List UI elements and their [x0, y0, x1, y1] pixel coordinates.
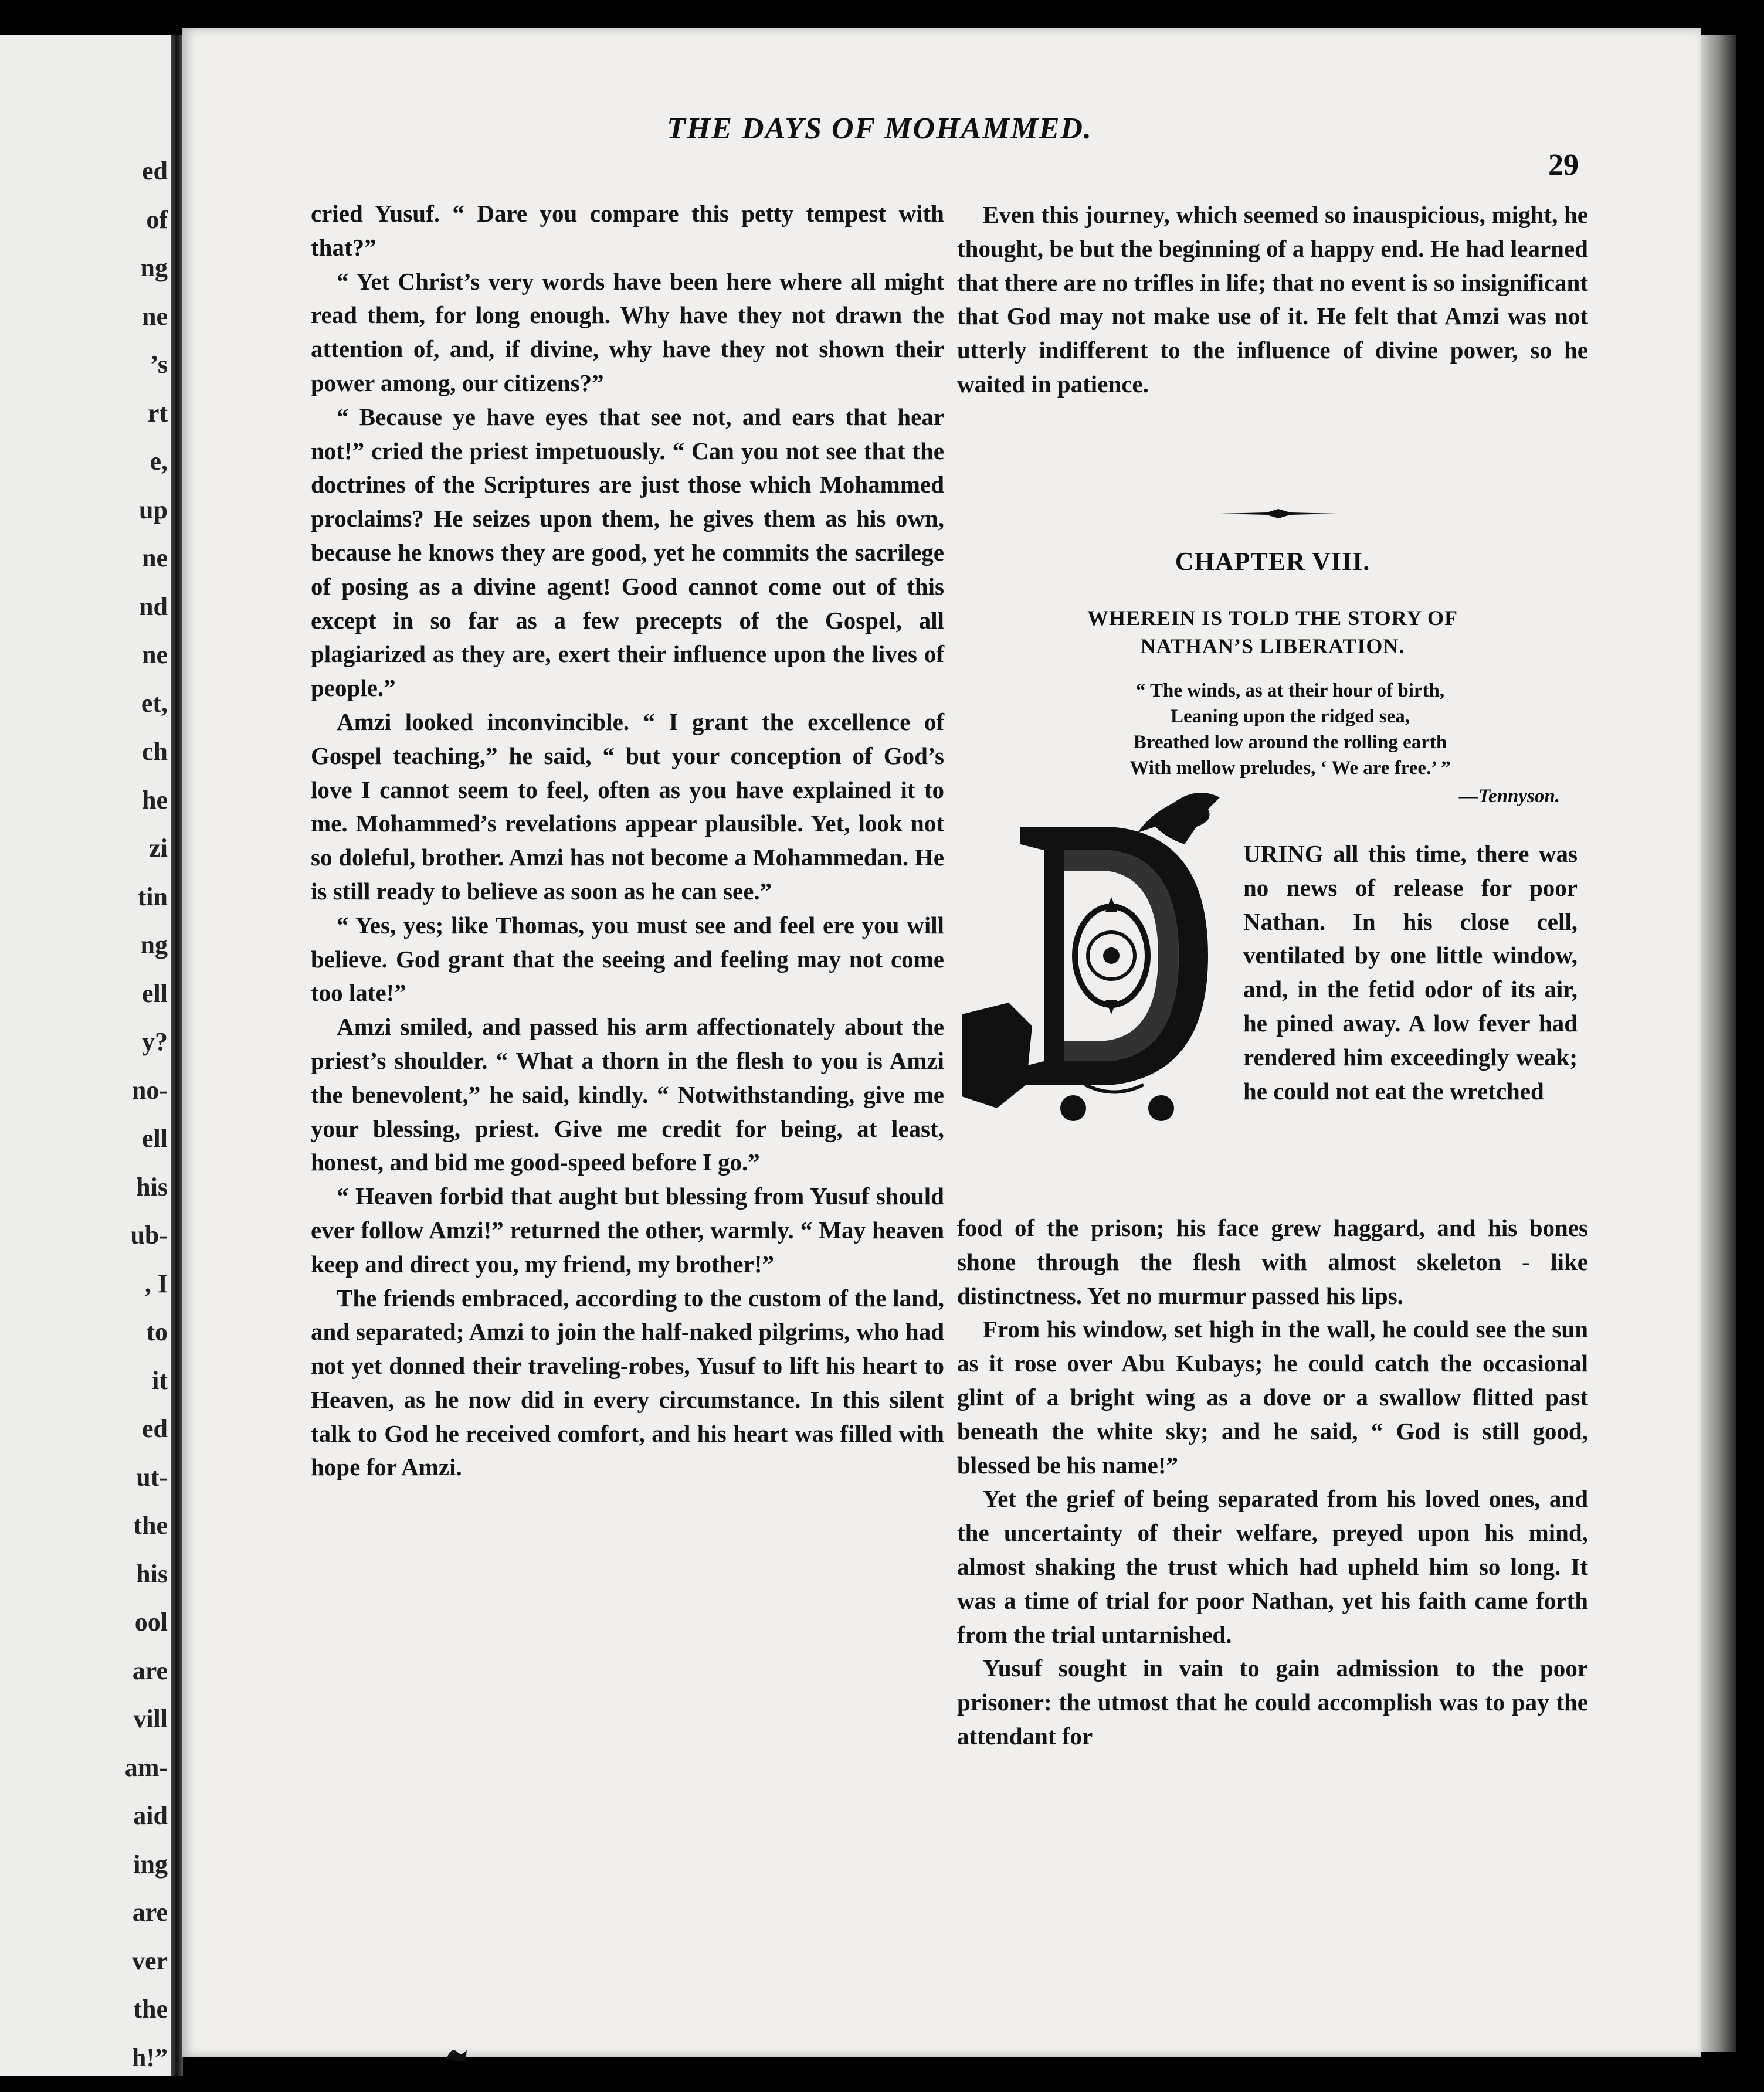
facing-page-word-fragment: e,	[150, 447, 168, 476]
page-number: 29	[1548, 148, 1579, 182]
chapter-subtitle-line: NATHAN’S LIBERATION.	[1140, 634, 1405, 658]
book-gutter	[171, 35, 183, 2076]
facing-page-word-fragment: ne	[142, 301, 168, 331]
epigraph-line: Breathed low around the rolling earth	[1133, 732, 1447, 753]
facing-page-fragment	[0, 35, 176, 2076]
right-column-body	[957, 1211, 1588, 1754]
facing-page-word-fragment: are	[132, 1898, 168, 1927]
right-column-top	[957, 198, 1588, 402]
facing-page-word-fragment: h!”	[131, 2043, 168, 2072]
facing-page-word-fragment: up	[139, 495, 168, 524]
facing-page-word-fragment: et,	[141, 688, 168, 718]
facing-page-word-fragment: ed	[142, 157, 168, 185]
facing-page-word-fragment: ne	[142, 544, 168, 572]
paragraph: “ Heaven forbid that aught but blessing from Yusuf should ever follow Amzi!” returned the other, warmly. “ May heaven keep and direct you, my friend, my brother!”	[311, 1183, 944, 1278]
facing-page-word-fragment: ut-	[136, 1462, 168, 1492]
facing-page-word-fragment: ell	[142, 1124, 168, 1153]
facing-page-word-fragment: ng	[140, 930, 168, 959]
facing-page-word-fragment: his	[136, 1559, 168, 1588]
facing-page-word-fragment: ool	[134, 1608, 168, 1636]
facing-page-word-fragment: he	[142, 785, 168, 814]
paragraph: The friends embraced, according to the custom of the land, and separated; Amzi to join the half-naked pilgrims, who had not yet donned their traveling-robes, Yusuf to lift his heart to Heaven, as he now did in every circumstance. In this silent talk to God he received comfort, and his heart was filled with hope for Amzi.	[311, 1284, 944, 1481]
paragraph: “ Yes, yes; like Thomas, you must see and feel ere you will believe. God grant that the seeing and feeling may not come too late!”	[311, 911, 944, 1007]
paragraph: From his window, set high in the wall, he could see the sun as it rose over Abu Kubays; he could catch the occasional glint of a bright wing as a dove or a swallow flitted past beneath the white sky; and he said, “ God is still good, blessed be his name!”	[957, 1316, 1588, 1479]
facing-page-word-fragment: zi	[149, 834, 168, 862]
epigraph-attribution: —Tennyson.	[1458, 786, 1560, 807]
facing-page-word-fragment: ub-	[130, 1221, 168, 1249]
facing-page-word-fragment: his	[136, 1172, 168, 1201]
facing-page-word-fragment: ’s	[150, 350, 168, 379]
ink-speck	[446, 2045, 468, 2063]
paragraph: “ Because ye have eyes that see not, and ears that hear not!” cried the priest impetuously. “ Can you not see that the doctrines of the Scriptures are just those which Mohammed proclaims? He seizes upon them, he gives them as his own, because he knows they are good, yet he commits the sacrilege of posing as a divine agent! Good cannot come out of this except in so far as a few precepts of the Gospel, all plagiarized as they are, exert their influence upon the lives of people.”	[311, 403, 944, 702]
paragraph: Yet the grief of being separated from his loved ones, and the uncertainty of their welfare, preyed upon his mind, almost shaking the trust which had upheld him so long. It was a time of trial for poor Nathan, yet his faith came forth from the trial untarnished.	[957, 1485, 1588, 1648]
facing-page-word-fragment: ing	[133, 1849, 168, 1879]
facing-page-word-fragment: ed	[142, 1414, 168, 1443]
paragraph: food of the prison; his face grew haggard, and his bones shone through the flesh with almost skeleton - like distinctness. Yet no murmur passed his lips.	[957, 1214, 1588, 1309]
facing-page-word-fragment: to	[146, 1317, 168, 1346]
facing-page-word-fragment: , I	[144, 1269, 168, 1298]
page-edge	[1701, 35, 1736, 2052]
facing-page-word-fragment: ng	[140, 253, 168, 282]
paragraph: Yusuf sought in vain to gain admission to the poor prisoner: the utmost that he could accomplish was to pay the attendant for	[957, 1655, 1588, 1750]
facing-page-word-fragment: ch	[142, 737, 168, 766]
facing-page-word-fragment: tin	[137, 882, 168, 911]
chapter-title: CHAPTER VIII.	[1175, 547, 1371, 576]
facing-page-word-fragment: vill	[133, 1704, 168, 1733]
paragraph: Amzi looked inconvincible. “ I grant the excellence of Gospel teaching,” he said, “ but your conception of God’s love I cannot seem to feel, often as you have explained it to me. Mohammed’s revelations appear plausible. Yet, look not so doleful, brother. Amzi has not become a Mohammedan. He is still ready to believe as soon as he can see.”	[311, 708, 944, 905]
chapter-subtitle-line: WHEREIN IS TOLD THE STORY OF	[1087, 606, 1458, 630]
facing-page-word-fragment: nd	[139, 592, 168, 621]
paragraph: cried Yusuf. “ Dare you compare this petty tempest with that?”	[311, 200, 944, 261]
facing-page-word-fragment: ne	[142, 640, 168, 669]
chapter-subtitle	[957, 604, 1588, 660]
facing-page-word-fragment: ver	[131, 1946, 168, 1975]
facing-page-word-fragment: of	[146, 205, 168, 234]
paragraph: Even this journey, which seemed so inauspicious, might, he thought, be but the beginning of a happy end. He had learned that there are no trifles in life; that no event is so insignificant that God may not make use of it. He felt that Amzi was not utterly indifferent to the influence of divine power, so he waited in patience.	[957, 201, 1588, 398]
dropcap-paragraph: URING all this time, there was no news of release for poor Nathan. In his close cell, ventilated by one little window, and, in the fetid odor of its air, he pined away. A low fever had rendered him exceedingly weak; he could not eat the wretched	[1243, 840, 1578, 1105]
facing-page-word-fragment: y?	[142, 1027, 168, 1056]
epigraph-line: With mellow preludes, ‘ We are free.’ ”	[1129, 758, 1451, 779]
facing-page-word-fragment: am-	[124, 1753, 168, 1782]
epigraph-line: “ The winds, as at their hour of birth,	[1135, 680, 1445, 701]
facing-page-word-fragment: no-	[131, 1075, 168, 1105]
facing-page-word-fragment: the	[133, 1995, 168, 2023]
paragraph: “ Yet Christ’s very words have been here where all might read them, for long enough. Why have they not drawn the attention of, and, if divine, why have they not shown their power among, our citizens?”	[311, 267, 944, 396]
facing-page-word-fragment: it	[152, 1366, 168, 1395]
decorated-initial-d-icon	[962, 780, 1237, 1184]
facing-page-word-fragment: aid	[133, 1801, 168, 1830]
facing-page-word-fragment: ell	[142, 979, 168, 1008]
ornamental-rule	[1220, 509, 1337, 518]
paragraph: Amzi smiled, and passed his arm affectionately about the priest’s shoulder. “ What a thorn in the flesh to you is Amzi the benevolent,” he said, kindly. “ Notwithstanding, give me your blessing, priest. Give me credit for being, at least, honest, and bid me good-speed before I go.”	[311, 1013, 944, 1176]
left-column	[311, 197, 944, 1485]
running-head: THE DAYS OF MOHAMMED.	[667, 112, 1093, 145]
epigraph-line: Leaning upon the ridged sea,	[1171, 706, 1410, 727]
facing-page-word-fragment: are	[132, 1656, 168, 1685]
facing-page-word-fragment: rt	[147, 398, 168, 427]
facing-page-word-fragment: the	[133, 1511, 168, 1540]
